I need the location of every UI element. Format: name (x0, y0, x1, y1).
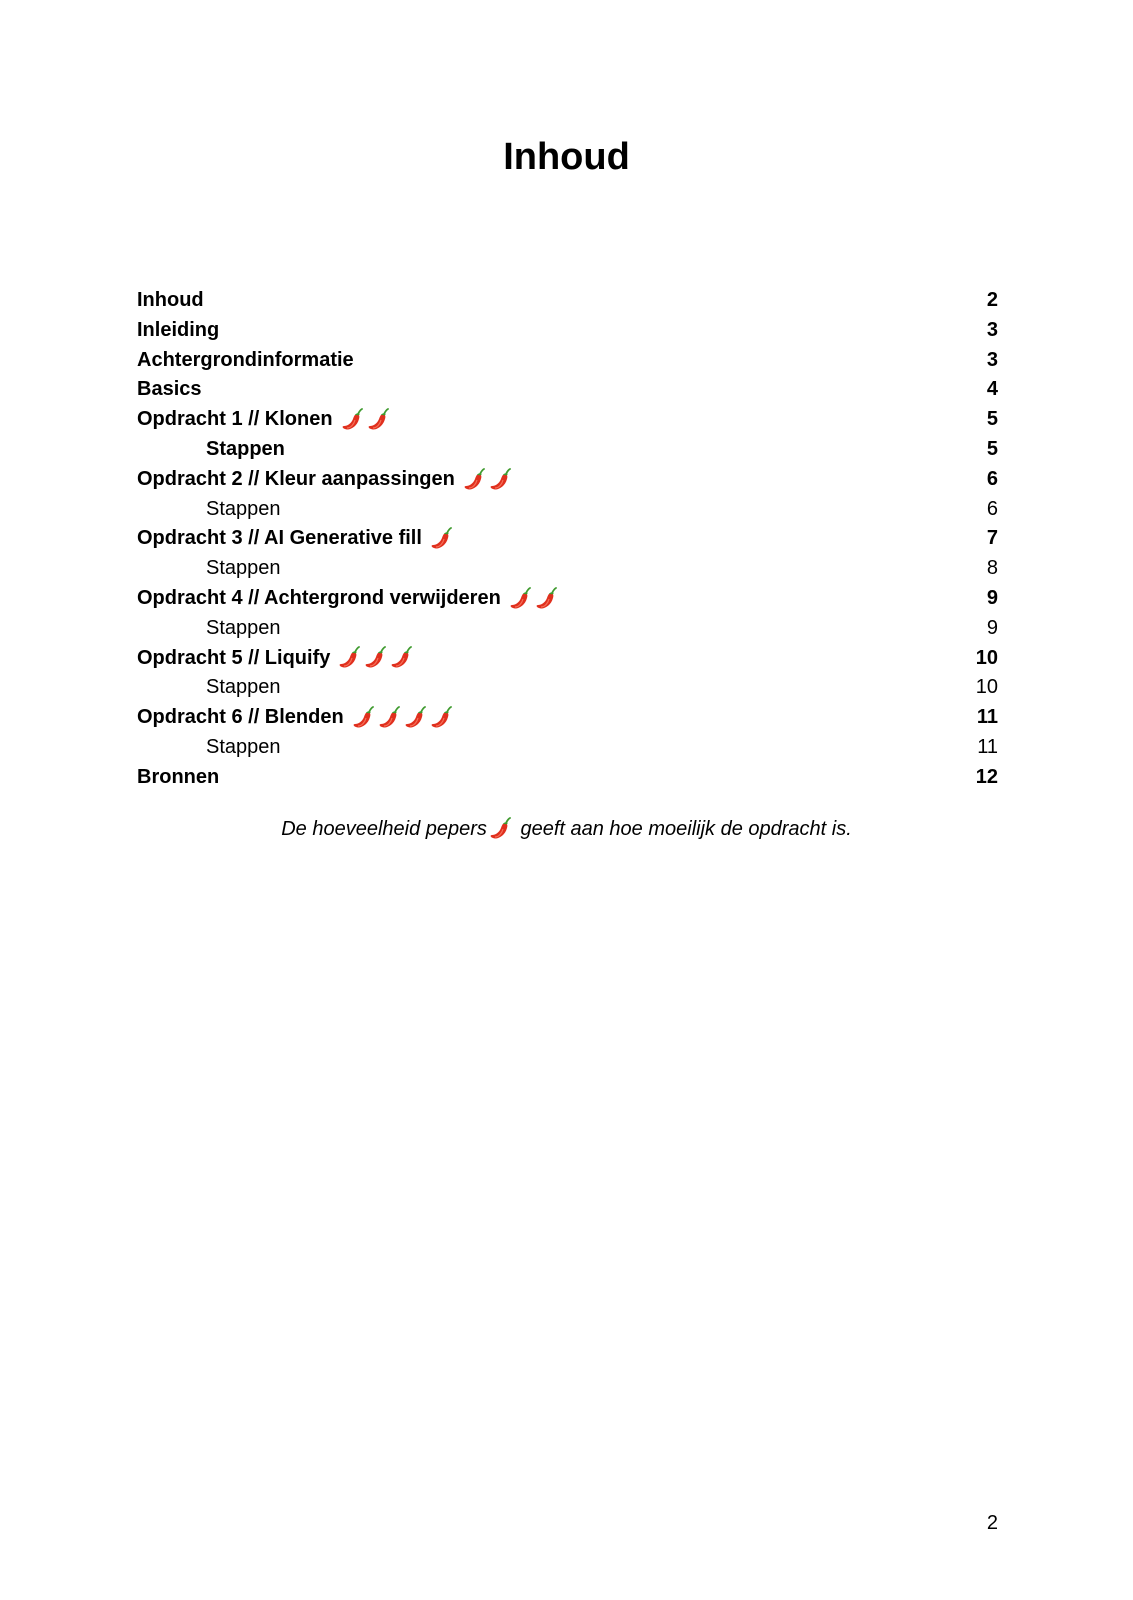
toc-entry-text: Achtergrondinformatie (137, 348, 354, 371)
toc-row[interactable] (137, 375, 998, 405)
toc-entry-label[interactable] (137, 763, 219, 793)
toc-entry-label[interactable] (137, 703, 455, 733)
chili-pepper-icon (508, 586, 534, 612)
toc-entry-text: Inleiding (137, 318, 220, 341)
toc-entry-text: Stappen (206, 616, 281, 639)
toc-page-number: 9 (986, 586, 998, 609)
toc-entry-label[interactable] (137, 375, 202, 405)
toc-entry-text: Stappen (206, 676, 281, 699)
toc-entry-label[interactable] (137, 733, 281, 763)
difficulty-peppers (351, 705, 455, 731)
toc-row[interactable] (137, 673, 998, 703)
toc-entry-label[interactable] (137, 495, 281, 525)
toc-row[interactable] (137, 703, 998, 733)
toc-entry-text: Inhoud (137, 289, 204, 311)
toc-entry-text: Stappen (206, 497, 281, 520)
chili-pepper-icon (337, 645, 363, 671)
toc-entry-text: Opdracht 4 // Achtergrond verwijderen (137, 586, 501, 609)
difficulty-peppers (340, 407, 392, 433)
toc-row[interactable] (137, 644, 998, 674)
toc-entry-label[interactable] (137, 554, 281, 584)
toc-row[interactable] (137, 495, 998, 525)
toc-entry-text: Opdracht 2 // Kleur aanpassingen (137, 467, 455, 490)
toc-entry-text: Stappen (206, 735, 281, 758)
chili-pepper-icon (429, 526, 455, 552)
toc-row[interactable] (137, 465, 998, 495)
toc-entry-label[interactable] (137, 286, 204, 316)
chili-pepper-icon (366, 407, 392, 433)
chili-pepper-icon (403, 705, 429, 731)
difficulty-peppers (429, 526, 455, 552)
toc-row[interactable] (137, 346, 998, 376)
chili-pepper-icon (340, 407, 366, 433)
toc-row[interactable] (137, 614, 998, 644)
difficulty-peppers (508, 586, 560, 612)
toc-entry-text: Opdracht 3 // AI Generative fill (137, 527, 422, 550)
toc-page-number: 4 (986, 378, 998, 401)
chili-pepper-icon (429, 705, 455, 731)
chili-pepper-icon (363, 645, 389, 671)
toc-entry-text: Basics (137, 378, 202, 401)
toc-page-number: 2 (986, 289, 998, 311)
chili-pepper-icon (488, 816, 514, 842)
chili-pepper-icon (462, 467, 488, 493)
chili-pepper-icon (534, 586, 560, 612)
toc-entry-text: Stappen (206, 557, 281, 580)
toc-page-number: 12 (975, 765, 998, 788)
toc-row[interactable] (137, 316, 998, 346)
toc-entry-label[interactable] (137, 316, 219, 346)
toc-page-number: 7 (986, 527, 998, 550)
toc-row[interactable] (137, 763, 998, 793)
toc-page-number: 11 (976, 706, 998, 729)
toc-entry-label[interactable] (137, 405, 392, 435)
toc-row[interactable] (137, 733, 998, 763)
toc-entry-text: Bronnen (137, 765, 220, 788)
note-text-after: geeft aan hoe moeilijk de opdracht is. (514, 818, 852, 840)
toc-row[interactable] (137, 435, 998, 465)
toc-page-number: 11 (977, 735, 998, 758)
toc-page-number: 6 (986, 467, 998, 490)
page-number: 2 (986, 1512, 998, 1534)
toc-row[interactable] (137, 405, 998, 435)
toc-row[interactable] (137, 286, 998, 316)
toc-entry-text: Opdracht 1 // Klonen (137, 408, 333, 431)
toc-page-number: 5 (986, 408, 998, 431)
toc-page-number: 6 (986, 497, 998, 520)
toc-entry-text: Opdracht 6 // Blenden (137, 706, 344, 729)
difficulty-note (0, 814, 1133, 844)
difficulty-peppers (462, 467, 514, 493)
toc-page-number: 10 (975, 646, 998, 669)
toc-page-number: 10 (975, 676, 998, 699)
toc-page-number: 5 (986, 437, 998, 460)
toc-entry-label[interactable] (137, 644, 415, 674)
toc-page-number: 9 (986, 616, 998, 639)
toc-entry-label[interactable] (137, 584, 560, 614)
toc-page-number: 3 (986, 348, 998, 371)
page-title: Inhoud (503, 136, 630, 178)
toc-page-number: 3 (986, 318, 998, 341)
chili-pepper-icon (389, 645, 415, 671)
toc-entry-text: Opdracht 5 // Liquify (137, 646, 331, 669)
toc-entry-label[interactable] (137, 524, 455, 554)
note-text-before: De hoeveelheid pepers (281, 818, 487, 840)
toc-row[interactable] (137, 554, 998, 584)
toc-entry-label[interactable] (137, 465, 514, 495)
toc-row[interactable] (137, 584, 998, 614)
toc-page-number: 8 (986, 557, 998, 580)
toc-entry-label[interactable] (137, 346, 354, 376)
toc-entry-label[interactable] (137, 673, 281, 703)
chili-pepper-icon (377, 705, 403, 731)
difficulty-peppers (337, 645, 415, 671)
toc-row[interactable] (137, 524, 998, 554)
toc-entry-label[interactable] (137, 614, 281, 644)
chili-pepper-icon (488, 467, 514, 493)
chili-pepper-icon (351, 705, 377, 731)
toc-entry-label[interactable] (137, 435, 285, 465)
toc-entry-text: Stappen (206, 437, 285, 460)
table-of-contents (137, 286, 998, 793)
